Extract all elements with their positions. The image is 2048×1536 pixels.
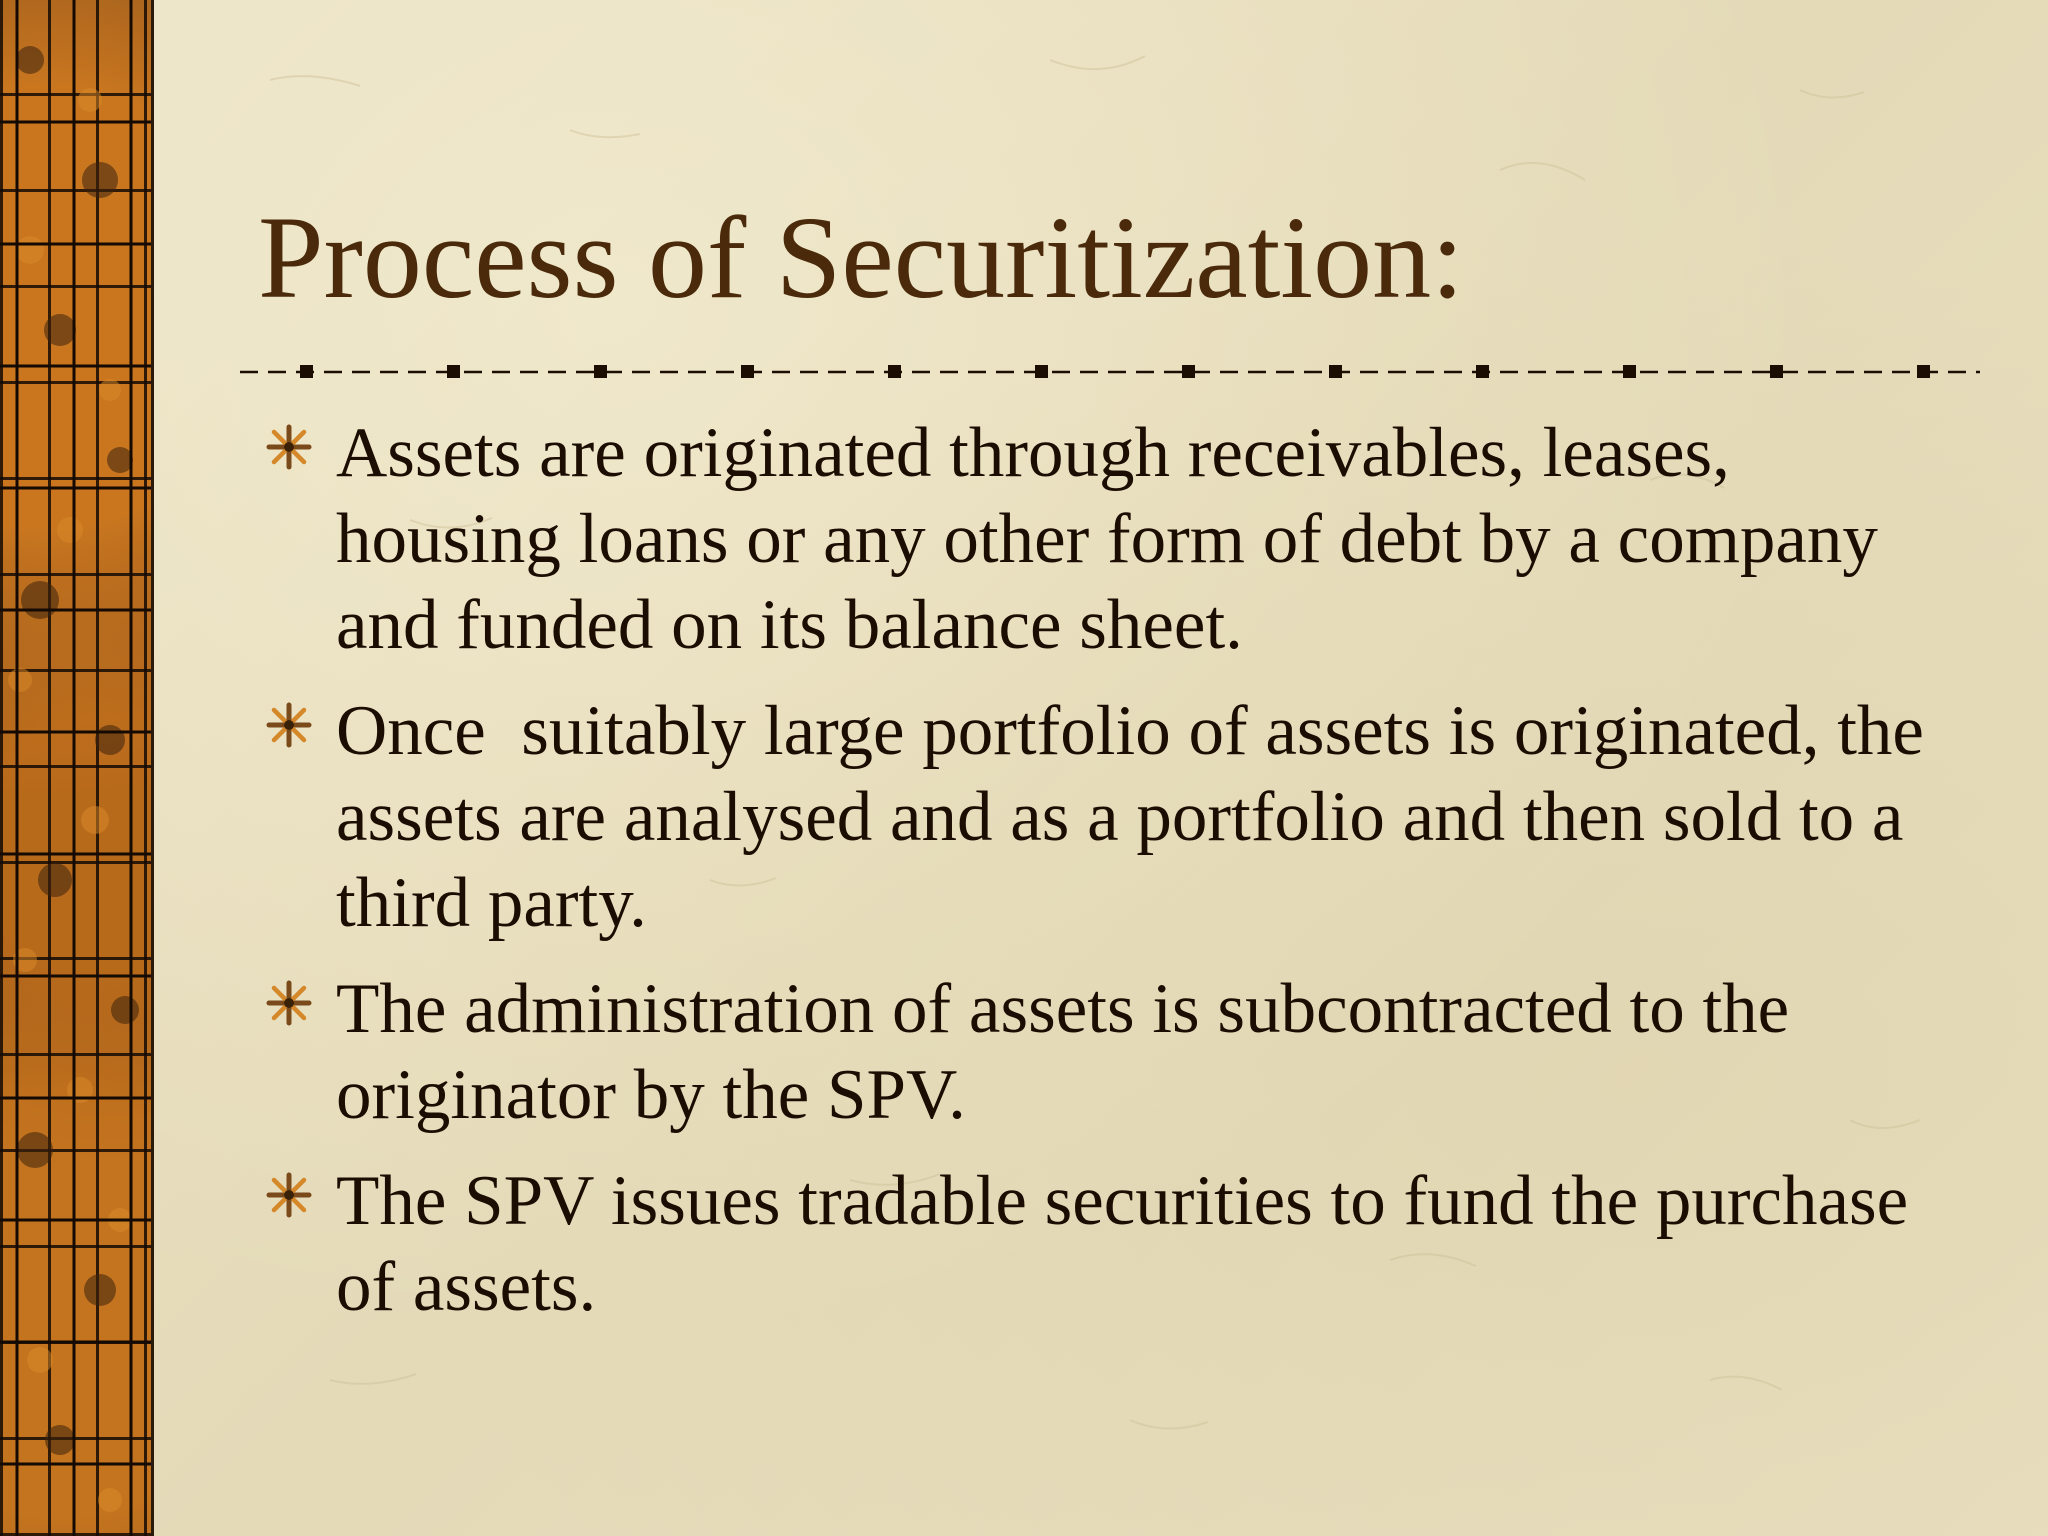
bullet-item	[258, 410, 1938, 668]
asterisk-star-icon	[266, 980, 312, 1026]
strip-grid	[0, 0, 151, 1536]
bullet-item	[258, 688, 1942, 946]
bullet-list	[258, 410, 1942, 1330]
bullet-item	[258, 1158, 1938, 1330]
asterisk-star-icon	[266, 702, 312, 748]
bullet-text: The SPV issues tradable securities to fund the purchase of assets.	[336, 1162, 1909, 1326]
decorative-side-strip	[0, 0, 154, 1536]
bullet-item	[258, 966, 1938, 1138]
bullet-text: The administration of assets is subcontracted to the originator by the SPV.	[336, 970, 1790, 1134]
asterisk-star-icon	[266, 1172, 312, 1218]
slide-title: Process of Securitization:	[258, 192, 1464, 323]
bullet-text: Assets are originated through receivables, leases, housing loans or any other form of debt by a company and funded on its balance sheet.	[336, 414, 1878, 664]
bullet-text: Once suitably large portfolio of assets is originated, the assets are analysed and as a portfolio and then sold to a third party.	[336, 692, 1942, 942]
dotted-divider	[240, 360, 1980, 384]
asterisk-star-icon	[266, 424, 312, 470]
